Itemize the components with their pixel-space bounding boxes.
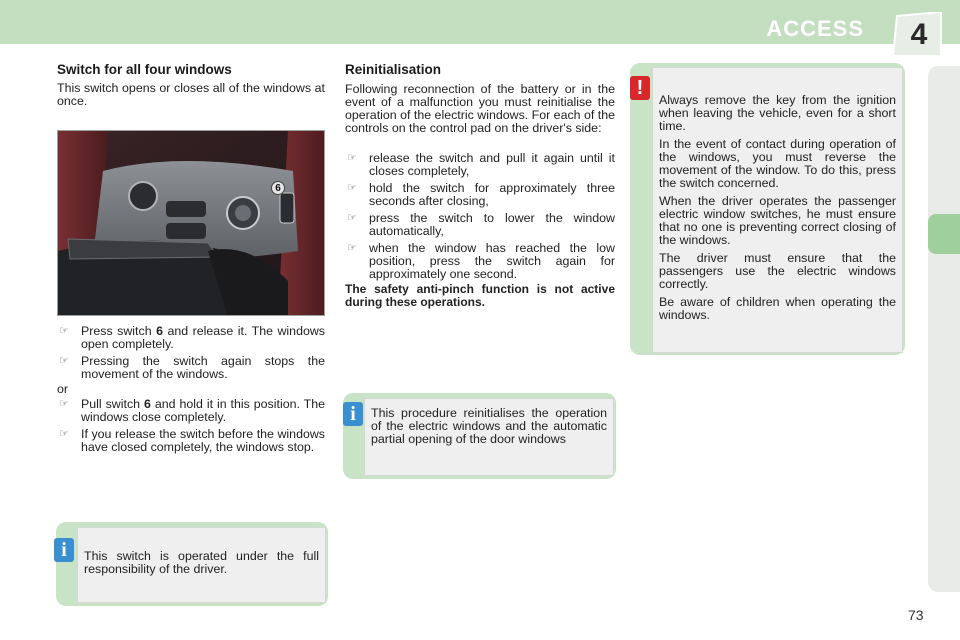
switch-intro: This switch opens or closes all of the windows at once. — [57, 81, 325, 108]
warning-text — [652, 67, 903, 353]
bullet-text: and release it. The windows open completely. — [81, 324, 326, 351]
section-title: ACCESS — [766, 16, 864, 41]
list-item — [57, 325, 325, 351]
procedure-text: This procedure reinitialises the operation of the electric windows and the automatic partial opening of the door windows — [364, 398, 614, 476]
pointing-finger-icon: ☞ — [59, 398, 69, 410]
switch-heading: Switch for all four windows — [57, 62, 232, 77]
step-text: when the window has reached the low position, press the switch again for approximately one second. — [369, 241, 615, 281]
safety-warning: The safety anti-pinch function is not active during these operations. — [345, 282, 615, 309]
responsibility-text: This switch is operated under the full responsibility of the driver. — [77, 527, 326, 603]
bullet-text: Press switch — [81, 324, 157, 338]
bullet-text: If you release the switch before the windows have closed completely, the windows stop. — [81, 427, 325, 454]
reinit-heading: Reinitialisation — [345, 62, 442, 77]
pointing-finger-icon: ☞ — [347, 242, 357, 254]
pointing-finger-icon: ☞ — [59, 325, 69, 337]
side-chapter-tab — [928, 214, 960, 254]
reinit-steps — [345, 152, 615, 285]
warning-paragraph: The driver must ensure that the passengers use the electric windows correctly. — [659, 251, 896, 291]
list-item — [57, 398, 325, 424]
bullet-text: and hold it in this position. The windows close completely. — [81, 397, 325, 424]
pointing-finger-icon: ☞ — [59, 355, 69, 367]
list-item — [57, 355, 325, 381]
pointing-finger-icon: ☞ — [347, 182, 357, 194]
warning-paragraph: Be aware of children when operating the windows. — [659, 295, 896, 322]
chapter-number: 4 — [910, 18, 928, 51]
step-text: release the switch and pull it again until it closes completely, — [369, 151, 615, 178]
list-item — [57, 428, 325, 454]
side-strip — [928, 66, 960, 592]
console-illustration — [58, 131, 325, 316]
list-item — [345, 242, 615, 281]
warning-paragraph: When the driver operates the passenger electric window switches, he must ensure that no one is preventing correct closing of the windows. — [659, 194, 896, 247]
or-text: or — [57, 382, 69, 396]
pointing-finger-icon: ☞ — [59, 428, 69, 440]
warning-paragraph: In the event of contact during operation of the windows, you must reverse the movement of the window. To do this, press the switch concerned. — [659, 137, 896, 190]
step-text: hold the switch for approximately three seconds after closing, — [369, 181, 615, 208]
bullet-text: Pull switch — [81, 397, 144, 411]
list-item — [345, 212, 615, 238]
step-text: press the switch to lower the window automatically, — [369, 211, 615, 238]
info-icon: i — [54, 538, 74, 562]
switch-bullets — [57, 325, 325, 385]
switch-bullets-2 — [57, 398, 325, 458]
list-item — [345, 182, 615, 208]
switch-number: 6 — [156, 324, 163, 338]
switch-number: 6 — [143, 397, 151, 411]
warning-icon: ! — [630, 76, 650, 100]
reinit-intro: Following reconnection of the battery or in the event of a malfunction you must reinitialise the operation of the electric windows. For each of the controls on the control pad on the driver's side: — [345, 82, 615, 135]
switch-6-callout: 6 — [271, 181, 285, 195]
list-item — [345, 152, 615, 178]
info-icon: i — [343, 402, 363, 426]
pointing-finger-icon: ☞ — [347, 152, 357, 164]
chapter-tab — [893, 12, 945, 56]
warning-paragraph: Always remove the key from the ignition when leaving the vehicle, even for a short time. — [659, 93, 896, 133]
bullet-text: Pressing the switch again stops the movement of the windows. — [81, 354, 325, 381]
pointing-finger-icon: ☞ — [347, 212, 357, 224]
window-switch-photo — [57, 130, 325, 316]
page-number: 73 — [908, 607, 924, 623]
